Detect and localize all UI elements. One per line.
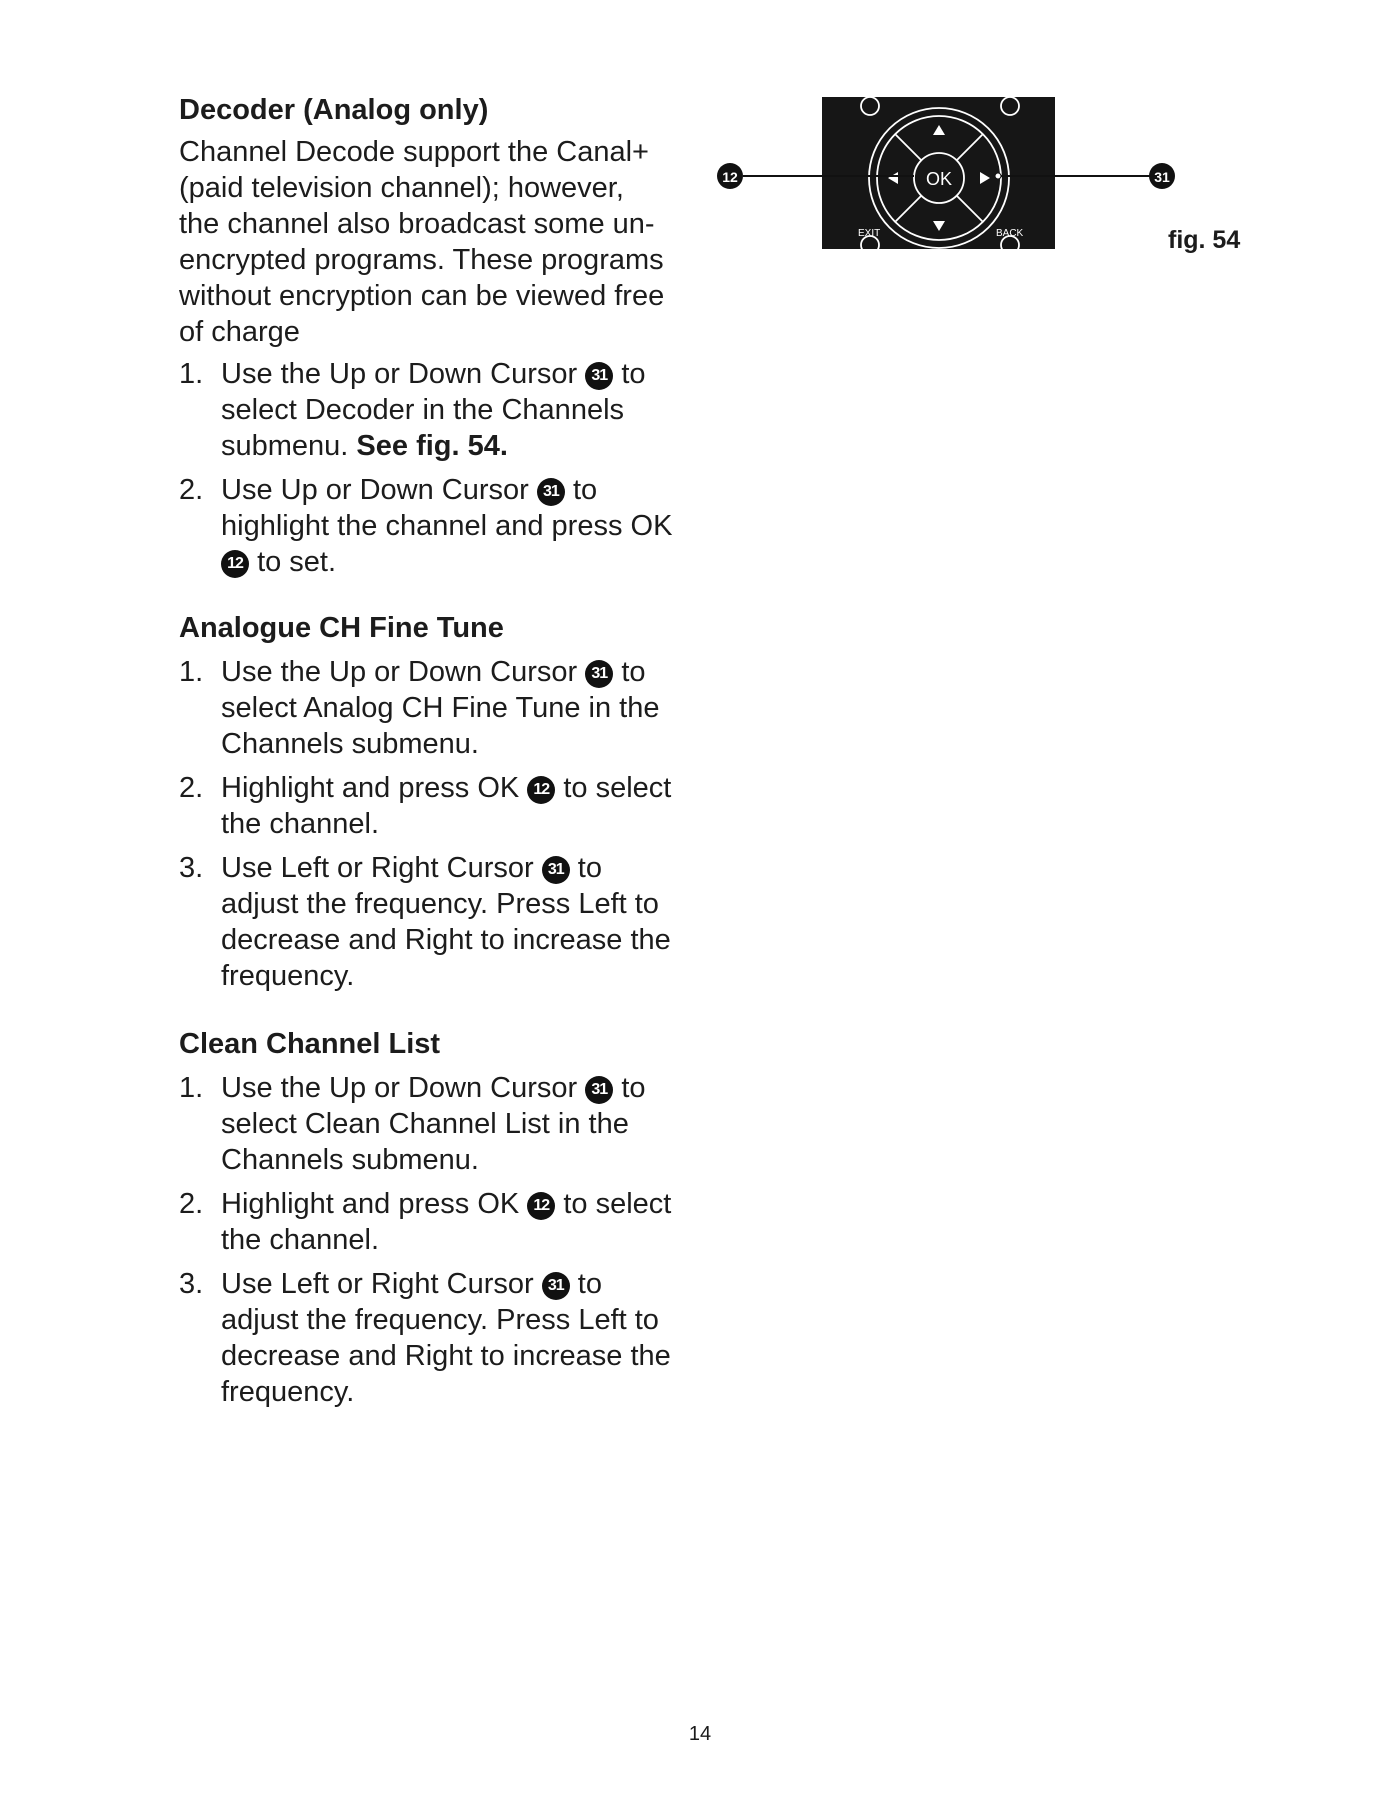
step-number: 3. [179, 852, 204, 884]
step-text: Use the Up or Down Cursor [221, 358, 578, 390]
step-text: frequency. [221, 1376, 355, 1408]
step-text: Use the Up or Down Cursor [221, 656, 578, 688]
step-text: to select [563, 772, 672, 804]
step-text: Use Up or Down Cursor [221, 474, 529, 506]
page-number: 14 [688, 1723, 712, 1745]
step-number: 1. [179, 1072, 204, 1104]
step-text: Use Left or Right Cursor [221, 852, 534, 884]
cursor-badge: 31 [585, 362, 613, 390]
step-text: select Analog CH Fine Tune in the [221, 692, 660, 724]
exit-label: EXIT [858, 228, 881, 239]
step-text: to [572, 474, 598, 506]
step-text: select Clean Channel List in the [221, 1108, 629, 1140]
ok-badge: 12 [221, 550, 249, 578]
step-text: to [621, 358, 646, 390]
step-text: decrease and Right to increase the [221, 924, 671, 956]
cursor-badge: 31 [537, 478, 565, 506]
figure-reference: See fig. 54. [356, 430, 508, 462]
intro-line: Channel Decode support the Canal+ [179, 136, 649, 168]
step-text: Highlight and press OK [221, 1188, 520, 1220]
ok-badge: 12 [527, 1192, 555, 1220]
section-title-clean-list: Clean Channel List [179, 1028, 441, 1060]
step-text: Use the Up or Down Cursor [221, 1072, 578, 1104]
callout-cursor [1149, 163, 1175, 189]
step-text: select Decoder in the Channels [221, 394, 625, 426]
back-label: BACK [996, 228, 1024, 239]
step-number: 2. [179, 474, 204, 506]
step-number: 2. [179, 1188, 204, 1220]
step-number: 1. [179, 358, 204, 390]
cursor-badge: 31 [542, 856, 570, 884]
section-title-fine-tune: Analogue CH Fine Tune [179, 612, 504, 644]
ok-badge: 12 [527, 776, 555, 804]
step-text: decrease and Right to increase the [221, 1340, 671, 1372]
callout-dot-icon [995, 173, 1001, 179]
step-text: adjust the frequency. Press Left to [221, 888, 659, 920]
step-text: Highlight and press OK [221, 772, 520, 804]
step-text: adjust the frequency. Press Left to [221, 1304, 659, 1336]
cursor-badge: 31 [542, 1272, 570, 1300]
step-number: 2. [179, 772, 204, 804]
section-title-decoder: Decoder (Analog only) [179, 94, 489, 126]
intro-line: without encryption can be viewed free [179, 280, 665, 312]
step-text: Use Left or Right Cursor [221, 1268, 534, 1300]
ok-label: OK [925, 169, 953, 189]
step-number: 3. [179, 1268, 204, 1300]
step-number: 1. [179, 656, 204, 688]
intro-line: (paid television channel); however, [179, 172, 624, 204]
cursor-badge: 31 [585, 660, 613, 688]
callout-ok [717, 163, 743, 189]
cursor-badge: 31 [585, 1076, 613, 1104]
step-text: the channel. [221, 808, 380, 840]
callout-number: 31 [1154, 169, 1170, 185]
figure-caption: fig. 54 [1168, 226, 1241, 254]
step-text: highlight the channel and press OK [221, 510, 673, 542]
step-text: to [621, 656, 646, 688]
step-text: frequency. [221, 960, 355, 992]
step-text: to [621, 1072, 646, 1104]
intro-line: of charge [179, 316, 300, 348]
callout-number: 12 [722, 169, 738, 185]
step-text: the channel. [221, 1224, 380, 1256]
step-text: to [577, 1268, 602, 1300]
intro-line: the channel also broadcast some un- [179, 208, 655, 240]
intro-line: encrypted programs. These programs [179, 244, 664, 276]
step-text: to select [563, 1188, 672, 1220]
step-text: to [577, 852, 602, 884]
step-text: submenu. [221, 430, 349, 462]
step-text: to set. [257, 546, 337, 578]
step-text: Channels submenu. [221, 1144, 479, 1176]
step-text: Channels submenu. [221, 728, 479, 760]
